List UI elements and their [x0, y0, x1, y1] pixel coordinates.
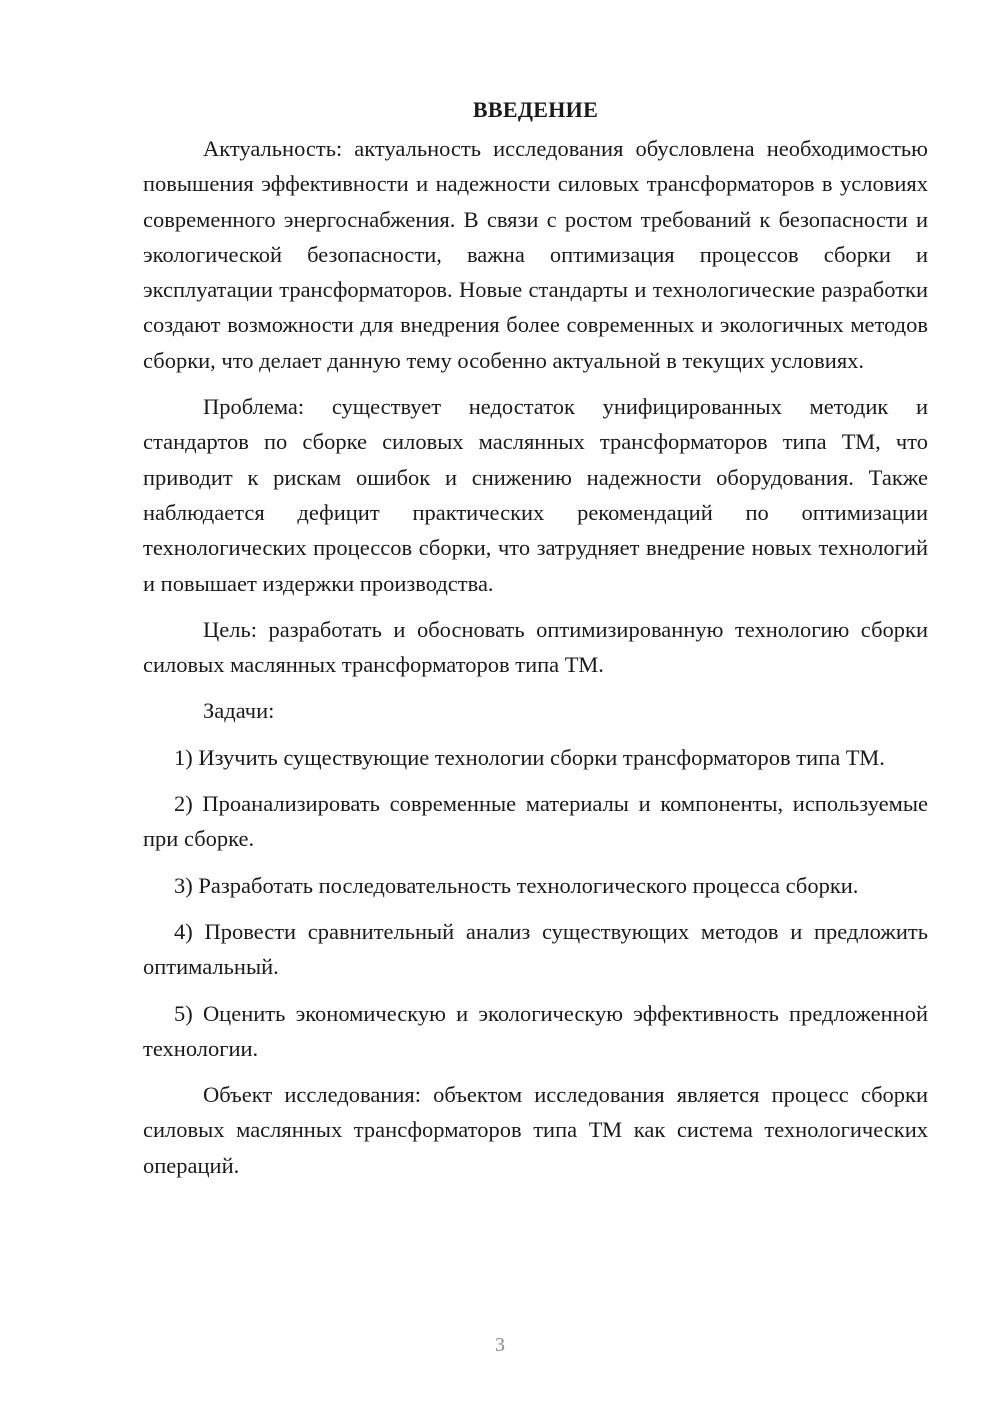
- task-item-5: 5) Оценить экономическую и экологическую эффективность предложенной технологии.: [143, 1000, 928, 1061]
- tasks-label: Задачи:: [203, 698, 275, 724]
- task-item-4: 4) Провести сравнительный анализ существующих методов и предложить оптимальный.: [143, 918, 928, 980]
- document-page: [143, 92, 928, 1183]
- task-item-3: 3) Разработать последовательность технологического процесса сборки.: [174, 872, 859, 898]
- paragraph-goal: Цель: разработать и обосновать оптимизированную технологию сборки силовых маслянных трансформаторов типа ТМ.: [143, 616, 928, 678]
- paragraph-problem: Проблема: существует недостаток унифицированных методик и стандартов по сборке силовых маслянных трансформаторов типа ТМ, что приводит к рискам ошибок и снижению надежности оборудования. Также наблюдается дефицит практических рекомендаций по оптимизации технологических процессов сборки, что затрудняет внедрение новых технологий и повышает издержки производства.: [143, 394, 928, 596]
- paragraph-object: Объект исследования: объектом исследования является процесс сборки силовых маслянных трансформаторов типа ТМ как система технологических операций.: [143, 1082, 928, 1178]
- task-item-2: 2) Проанализировать современные материалы и компоненты, используемые при сборке.: [143, 791, 928, 852]
- paragraph-relevance: Актуальность: актуальность исследования обусловлена необходимостью повышения эффективности и надежности силовых трансформаторов в условиях современного энергоснабжения. В связи с ростом требований к безопасности и экологической безопасности, важна оптимизация процессов сборки и эксплуатации трансформаторов. Новые стандарты и технологические разработки создают возможности для внедрения более современных и экологичных методов сборки, что делает данную тему особенно актуальной в текущих условиях.: [143, 136, 928, 373]
- tasks-list: [143, 740, 928, 1066]
- section-heading: ВВЕДЕНИЕ: [472, 97, 599, 122]
- task-item-1: 1) Изучить существующие технологии сборки трансформаторов типа ТМ.: [174, 744, 885, 770]
- page-number: 3: [495, 1334, 505, 1356]
